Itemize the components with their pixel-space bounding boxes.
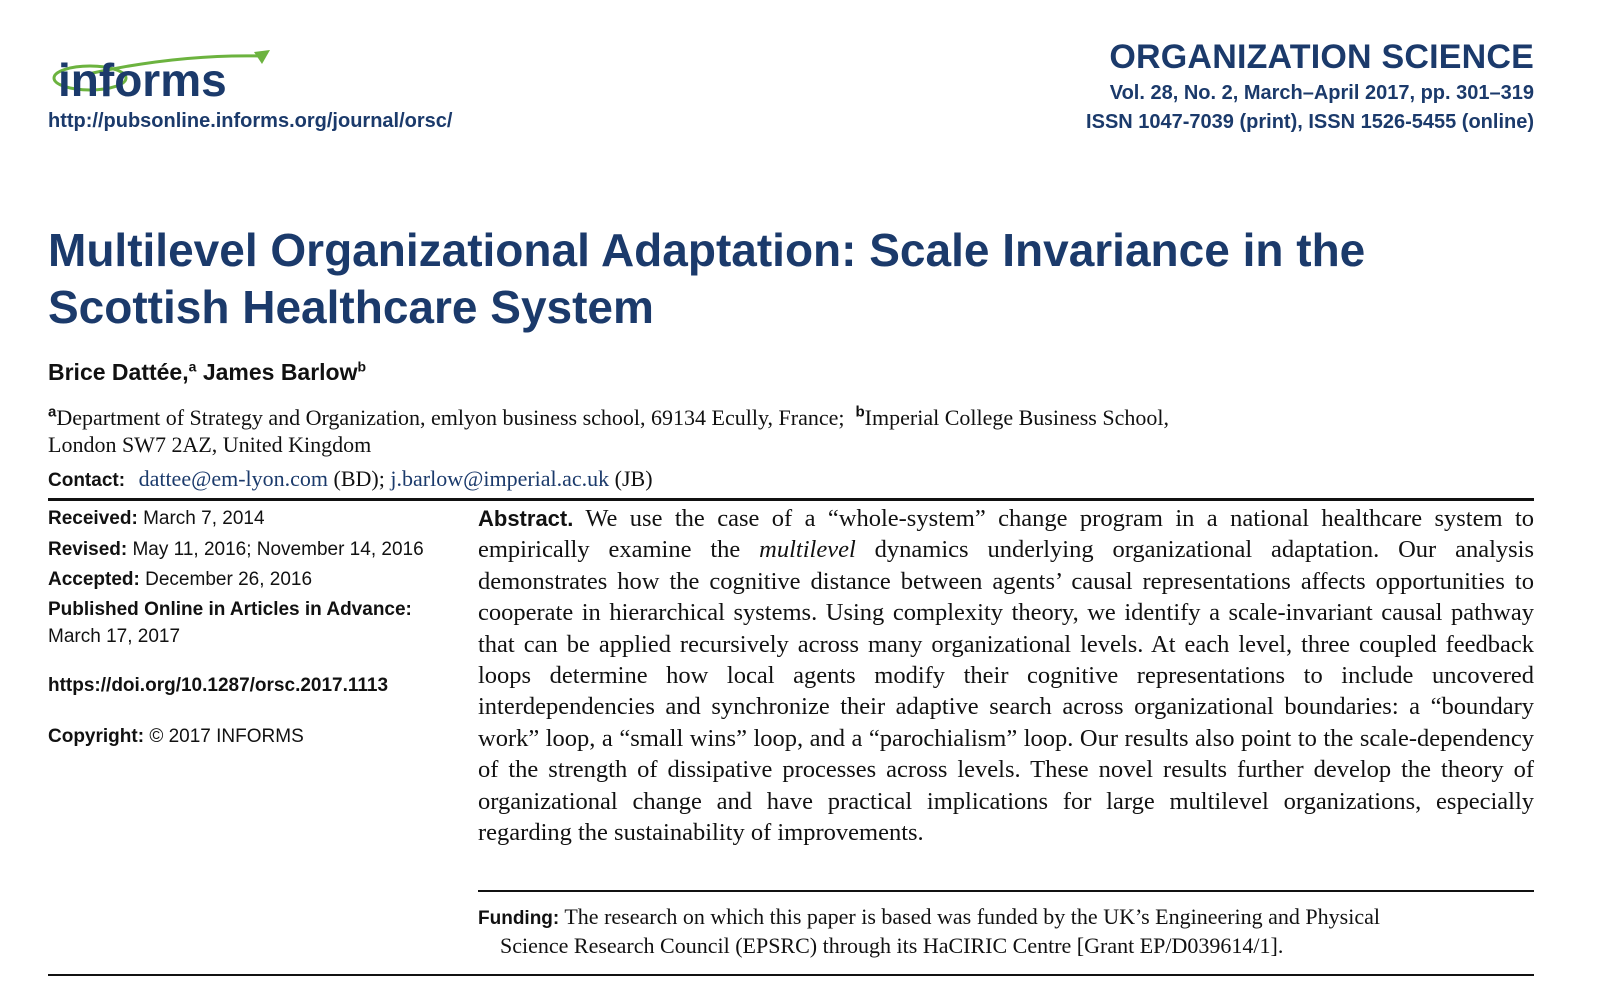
- divider-bottom: [48, 974, 1534, 976]
- affil-b-text: Imperial College Business School,: [864, 405, 1169, 430]
- published-label: Published Online in Articles in Advance:: [48, 599, 412, 620]
- author-affil-marker: a: [188, 358, 197, 375]
- revised-value: May 11, 2016; November 14, 2016: [132, 539, 424, 560]
- affiliations: [48, 404, 1488, 458]
- email-suffix: (JB): [614, 466, 653, 491]
- contact-label: Contact:: [48, 470, 126, 491]
- affil-marker-b: b: [855, 403, 865, 421]
- revised-label: Revised:: [48, 539, 128, 560]
- logo-text: informs: [58, 54, 227, 104]
- author-name: Brice Dattée,: [48, 359, 189, 385]
- divider-mid: [478, 890, 1534, 892]
- title-line-2: Scottish Healthcare System: [48, 281, 654, 333]
- author-name: James Barlow: [202, 359, 358, 385]
- affil-b-text-cont: London SW7 2AZ, United Kingdom: [48, 432, 372, 457]
- journal-name: ORGANIZATION SCIENCE: [1109, 38, 1534, 76]
- abstract-text-part-2: dynamics underlying organizational adaptation. Our analysis demonstrates how the cognitive distance between agents’ causal representations affects opportunities to cooperate in hierarchical systems. Using complexity theory, we identify a scale-invariant causal pathway that can be applied recursively across many organizational levels. At each level, three coupled feedback loops determine how local agents modify their cognitive representations to include uncovered interdependencies and synchronize their adaptive search across organizational boundaries: a “boundary work” loop, a “small wins” loop, and a “parochialism” loop. Our results also point to the scale-dependency of the strength of dissipative processes across levels. These novel results further develop the theory of organizational change and have practical implications for large multilevel organizations, especially regarding the sustainability of improvements.: [478, 536, 1535, 847]
- received-value: March 7, 2014: [143, 508, 265, 529]
- copyright-label: Copyright:: [48, 726, 145, 747]
- funding-label: Funding:: [478, 908, 560, 929]
- accepted-date: [48, 566, 448, 593]
- divider-top: [48, 498, 1534, 501]
- published-online: [48, 596, 448, 650]
- affil-a-text: Department of Strategy and Organization, emlyon business school, 69134 Ecully, France;: [56, 405, 845, 430]
- informs-logo-mark: [48, 44, 288, 104]
- abstract-label: Abstract.: [478, 506, 574, 531]
- issn-info: ISSN 1047-7039 (print), ISSN 1526-5455 (online): [1086, 111, 1534, 133]
- title-line-1: Multilevel Organizational Adaptation: Scale Invariance in the: [48, 224, 1366, 276]
- doi-link[interactable]: https://doi.org/10.1287/orsc.2017.1113: [48, 675, 389, 696]
- email-link-dattee[interactable]: dattee@em-lyon.com: [138, 466, 329, 491]
- author-affil-marker: b: [357, 358, 367, 375]
- funding: [478, 903, 1534, 959]
- informs-logo: [48, 44, 288, 104]
- funding-text: The research on which this paper is based was funded by the UK’s Engineering and Physical: [564, 904, 1380, 929]
- accepted-value: December 26, 2016: [145, 569, 313, 590]
- author-list: [48, 359, 366, 386]
- revised-date: [48, 536, 448, 563]
- email-link-barlow[interactable]: j.barlow@imperial.ac.uk: [390, 466, 610, 491]
- accepted-label: Accepted:: [48, 569, 140, 590]
- email-suffix: (BD);: [333, 466, 385, 491]
- journal-url-link[interactable]: http://pubsonline.informs.org/journal/orsc/: [48, 110, 453, 132]
- funding-text-cont: Science Research Council (EPSRC) through its HaCIRIC Centre [Grant EP/D039614/1].: [500, 933, 1284, 958]
- abstract: [478, 503, 1534, 848]
- volume-info: Vol. 28, No. 2, March–April 2017, pp. 301–319: [1109, 82, 1534, 104]
- abstract-text-part-1: We use the case of a “whole-system” change program in a national healthcare system to empirically examine the: [478, 505, 1535, 564]
- affil-marker-a: a: [48, 403, 57, 421]
- contact-line: [48, 466, 653, 492]
- received-label: Received:: [48, 508, 138, 529]
- article-title: [48, 222, 1528, 336]
- copyright: [48, 723, 448, 750]
- received-date: [48, 505, 448, 532]
- abstract-emphasis: multilevel: [759, 536, 856, 564]
- published-value: March 17, 2017: [48, 626, 181, 647]
- copyright-value: © 2017 INFORMS: [149, 726, 304, 747]
